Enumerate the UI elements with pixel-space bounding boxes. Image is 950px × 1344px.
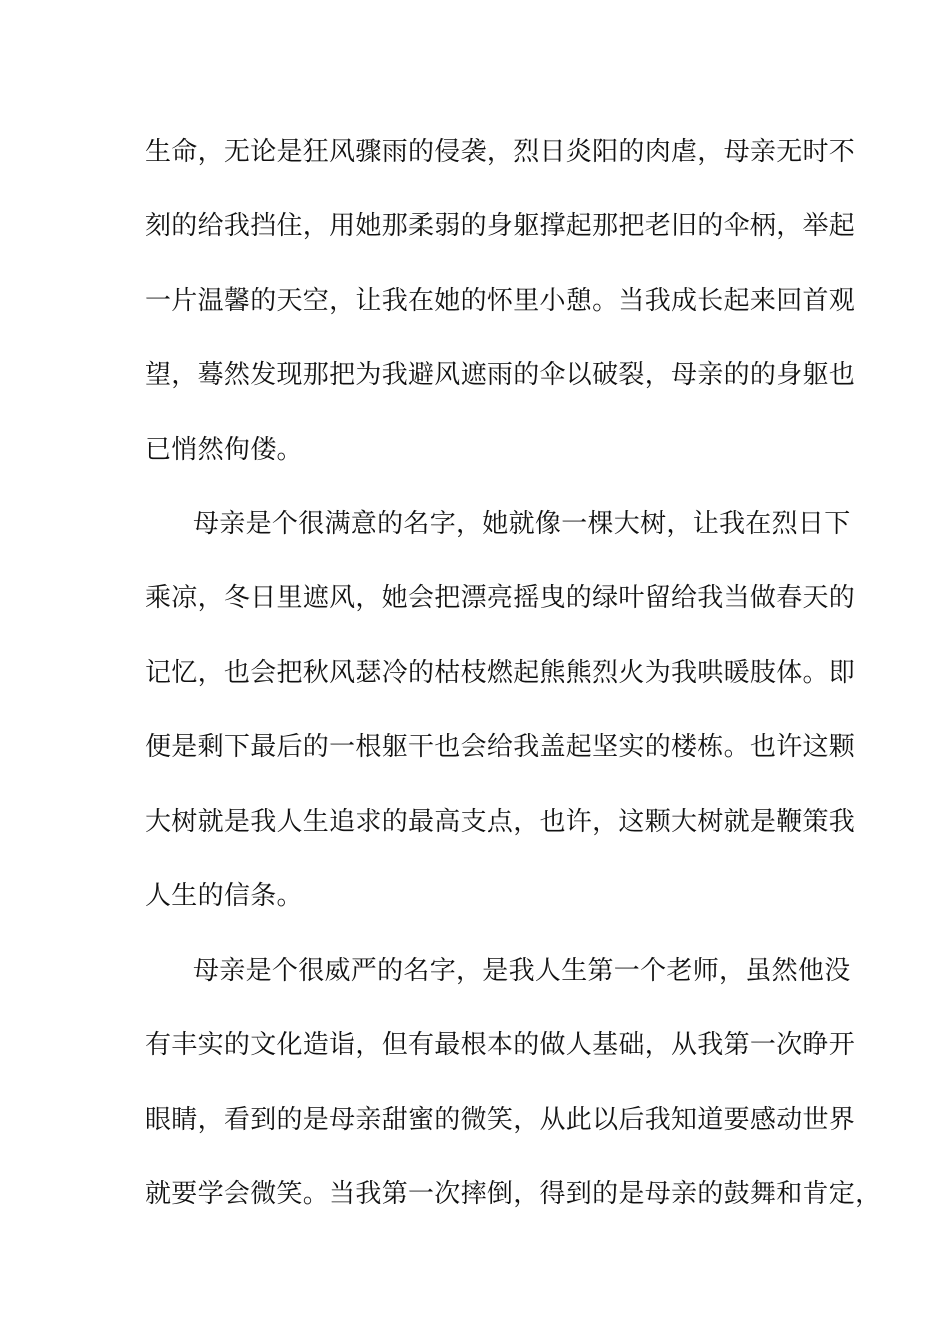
text-line: 生命，无论是狂风骤雨的侵袭，烈日炎阳的肉虐，母亲无时不 xyxy=(145,137,856,167)
paragraph-first-line: 母亲是个很满意的名字，她就像一棵大树，让我在烈日下 xyxy=(193,509,851,539)
text-line: 人生的信条。 xyxy=(145,881,303,911)
text-line: 已悄然佝偻。 xyxy=(145,435,303,465)
text-line: 眼睛，看到的是母亲甜蜜的微笑，从此以后我知道要感动世界 xyxy=(145,1105,856,1135)
text-line: 记忆，也会把秋风瑟冷的枯枝燃起熊熊烈火为我哄暖肢体。即 xyxy=(145,658,856,688)
text-line: 便是剩下最后的一根躯干也会给我盖起坚实的楼栋。也许这颗 xyxy=(145,732,856,762)
text-line: 刻的给我挡住，用她那柔弱的身躯撑起那把老旧的伞柄，举起 xyxy=(145,211,856,241)
text-line: 望，蓦然发现那把为我避风遮雨的伞以破裂，母亲的的身躯也 xyxy=(145,360,856,390)
paragraph-first-line: 母亲是个很威严的名字，是我人生第一个老师，虽然他没 xyxy=(193,956,851,986)
text-line: 就要学会微笑。当我第一次摔倒，得到的是母亲的鼓舞和肯定， xyxy=(145,1179,882,1209)
text-line: 乘凉，冬日里遮风，她会把漂亮摇曳的绿叶留给我当做春天的 xyxy=(145,583,856,613)
text-line: 一片温馨的天空，让我在她的怀里小憩。当我成长起来回首观 xyxy=(145,286,856,316)
text-line: 有丰实的文化造诣，但有最根本的做人基础，从我第一次睁开 xyxy=(145,1030,856,1060)
text-line: 大树就是我人生追求的最高支点，也许，这颗大树就是鞭策我 xyxy=(145,807,856,837)
